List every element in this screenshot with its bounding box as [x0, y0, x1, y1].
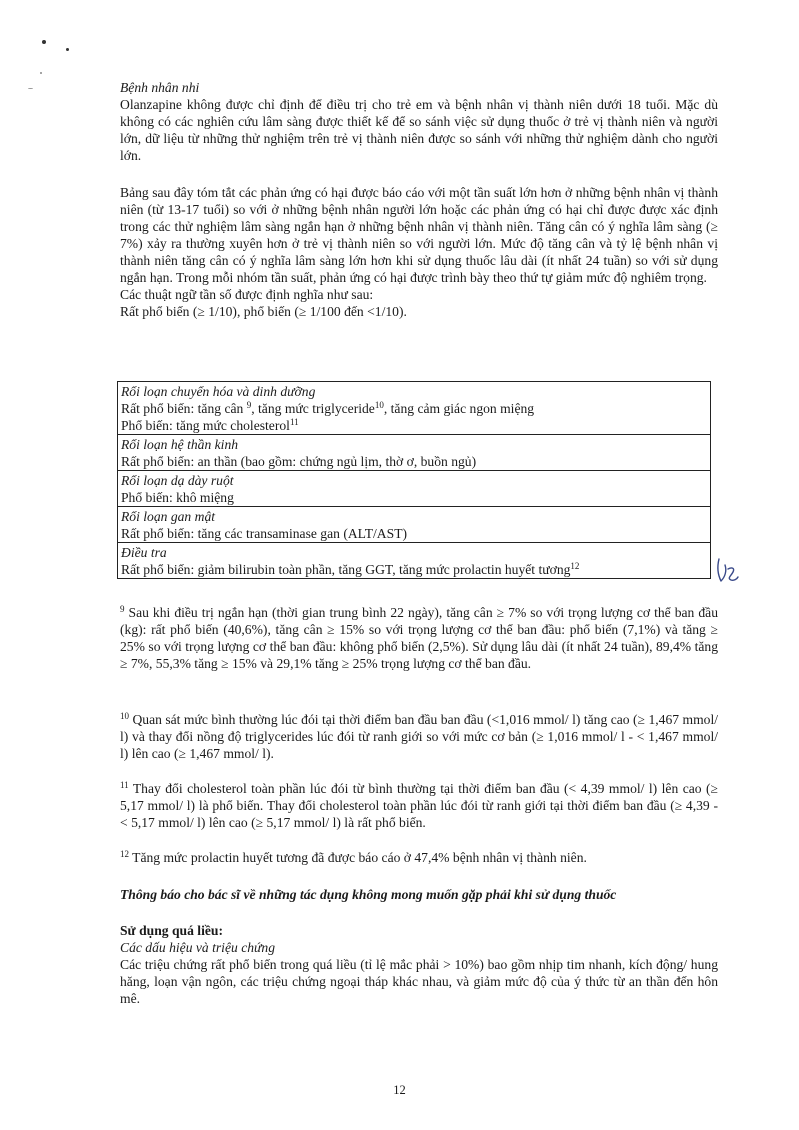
adverse-reactions-table [117, 381, 711, 579]
summary-section [120, 184, 718, 320]
footnote-ref-11: 11 [289, 417, 299, 427]
footnote-text: Thay đổi cholesterol toàn phần lúc đói từ bình thường tại thời điểm ban đầu (< 4,39 mmol/ l) lên cao (≥ 5,17 mmol/ l) là phổ biến. Thay đổi cholesterol toàn phần lúc đói từ ranh giới tại thời điểm ban đầu (≥ 4,39 - < 5,17 mmol/ l) lên cao (≥ 5,17 mmol/ l) là rất phổ biến. [120, 781, 718, 830]
footnote-text: Tăng mức prolactin huyết tương đã được báo cáo ở 47,4% bệnh nhân vị thành niên. [129, 850, 587, 865]
footnote-mark: 12 [120, 849, 129, 859]
table-text: Rất phổ biến: tăng cân [121, 401, 247, 416]
table-text: Rất phổ biến: giảm bilirubin toàn phần, tăng GGT, tăng mức prolactin huyết tương [121, 562, 571, 577]
table-line-nervous: Rất phổ biến: an thần (bao gồm: chứng ngủ lịm, thờ ơ, buồn ngủ) [121, 454, 477, 469]
footnote-9 [120, 604, 718, 672]
table-heading-investigations: Điều tra [121, 545, 167, 560]
pediatric-paragraph: Olanzapine không được chỉ định để điều trị cho trẻ em và bệnh nhân vị thành niên dưới 18 tuổi. Mặc dù không có các nghiên cứu lâm sàng được thiết kế để so sánh việc sử dụng thuốc ở trẻ vị thành niên và người lớn, dữ liệu từ những thử nghiệm trên trẻ vị thành niên được so sánh với những thử nghiệm dành cho người lớn. [120, 97, 718, 163]
overdose-heading: Sử dụng quá liều: [120, 923, 223, 938]
table-heading-nervous: Rối loạn hệ thần kinh [121, 437, 239, 452]
footnote-12 [120, 849, 718, 866]
table-row-hepatobiliary [118, 506, 710, 542]
pediatric-section [120, 79, 718, 164]
table-heading-hepatobiliary: Rối loạn gan mật [121, 509, 216, 524]
table-row-gi [118, 470, 710, 506]
table-heading-metabolic: Rối loạn chuyển hóa và dinh dưỡng [121, 384, 316, 399]
table-line-hepatobiliary: Rất phổ biến: tăng các transaminase gan (ALT/AST) [121, 526, 408, 541]
footnote-11 [120, 780, 718, 831]
scan-speck [40, 72, 42, 74]
frequency-intro: Các thuật ngữ tần số được định nghĩa như sau: [120, 287, 374, 302]
page-number: 12 [393, 1083, 406, 1097]
table-row-nervous [118, 434, 710, 470]
footnote-text: Sau khi điều trị ngắn hạn (thời gian trung bình 22 ngày), tăng cân ≥ 7% so với trọng lượng cơ thể ban đầu (kg): rất phổ biến (40,6%), tăng cân ≥ 15% so với trọng lượng cơ thể ban đầu: phổ biến (7,1%) và tăng ≥ 25% so với trọng lượng cơ thể ban đầu: không phổ biến (2,5%). Sử dụng lâu dài (ít nhất 24 tuần), 89,4% tăng ≥ 7%, 55,3% tăng ≥ 15% và 29,1% tăng ≥ 25% trọng lượng cơ thể ban đầu. [120, 605, 718, 671]
footnote-mark: 10 [120, 711, 129, 721]
notice-heading: Thông báo cho bác sĩ về những tác dụng không mong muốn gặp phải khi sử dụng thuốc [120, 887, 617, 902]
footnote-ref-10: 10 [374, 400, 384, 410]
scan-speck [66, 48, 69, 51]
footnote-mark: 9 [120, 604, 125, 614]
table-row-investigations [118, 542, 710, 578]
summary-paragraph: Bảng sau đây tóm tắt các phản ứng có hại được báo cáo với một tần suất lớn hơn ở những bệnh nhân vị thành niên (từ 13-17 tuổi) so với ở những bệnh nhân người lớn hoặc các phản ứng có hại chỉ được được xác định trong các thử nghiệm lâm sàng ngắn hạn ở những bệnh nhân vị thành niên. Tăng cân có ý nghĩa lâm sàng (≥ 7%) xảy ra thường xuyên hơn ở trẻ vị thành niên so với người lớn. Mức độ tăng cân và tỷ lệ bệnh nhân vị thành niên tăng cân có ý nghĩa lâm sàng lớn hơn khi sử dụng thuốc lâu dài (ít nhất 24 tuần) so với sử dụng ngắn hạn. Trong mỗi nhóm tần suất, phản ứng có hại được trình bày theo thứ tự giảm mức độ nghiêm trọng. [120, 185, 718, 285]
table-line-investigations [121, 561, 707, 578]
footnote-10 [120, 711, 718, 762]
footnote-mark: 11 [120, 780, 129, 790]
overdose-subheading: Các dấu hiệu và triệu chứng [120, 940, 276, 955]
table-text: , tăng cảm giác ngon miệng [383, 401, 535, 416]
table-text: Phổ biến: tăng mức cholesterol [121, 418, 290, 433]
table-text: , tăng mức triglyceride [251, 401, 375, 416]
overdose-paragraph: Các triệu chứng rất phổ biến trong quá liều (tỉ lệ mắc phải > 10%) bao gồm nhịp tim nhanh, kích động/ hung hăng, loạn vận ngôn, các triệu chứng ngoại tháp khác nhau, và giảm mức độ của ý thức từ an thần đến hôn mê. [120, 957, 718, 1006]
table-line-gi: Phổ biến: khô miệng [121, 490, 234, 505]
footnote-ref-9: 9 [246, 400, 252, 410]
table-heading-gi: Rối loạn dạ dày ruột [121, 473, 234, 488]
scan-speck [28, 88, 33, 89]
overdose-section [120, 922, 718, 1007]
footnote-ref-12: 12 [570, 561, 580, 571]
frequency-definition: Rất phổ biến (≥ 1/10), phổ biến (≥ 1/100 đến <1/10). [120, 304, 407, 319]
table-row-metabolic [118, 382, 710, 434]
pediatric-heading: Bệnh nhân nhi [120, 80, 200, 95]
table-line-metabolic-2 [121, 417, 707, 434]
handwritten-initials [713, 553, 743, 587]
footnote-text: Quan sát mức bình thường lúc đói tại thời điểm ban đầu ban đầu (<1,016 mmol/ l) tăng cao (≥ 1,467 mmol/ l) và thay đổi nồng độ triglycerides lúc đói từ ranh giới so với mức cơ bản (≥ 1,016 mmol/ l - < 1,467 mmol/ l) lên cao (≥ 1,467 mmol/ l). [120, 712, 718, 761]
table-line-metabolic-1 [121, 400, 707, 417]
scan-speck [42, 40, 46, 44]
